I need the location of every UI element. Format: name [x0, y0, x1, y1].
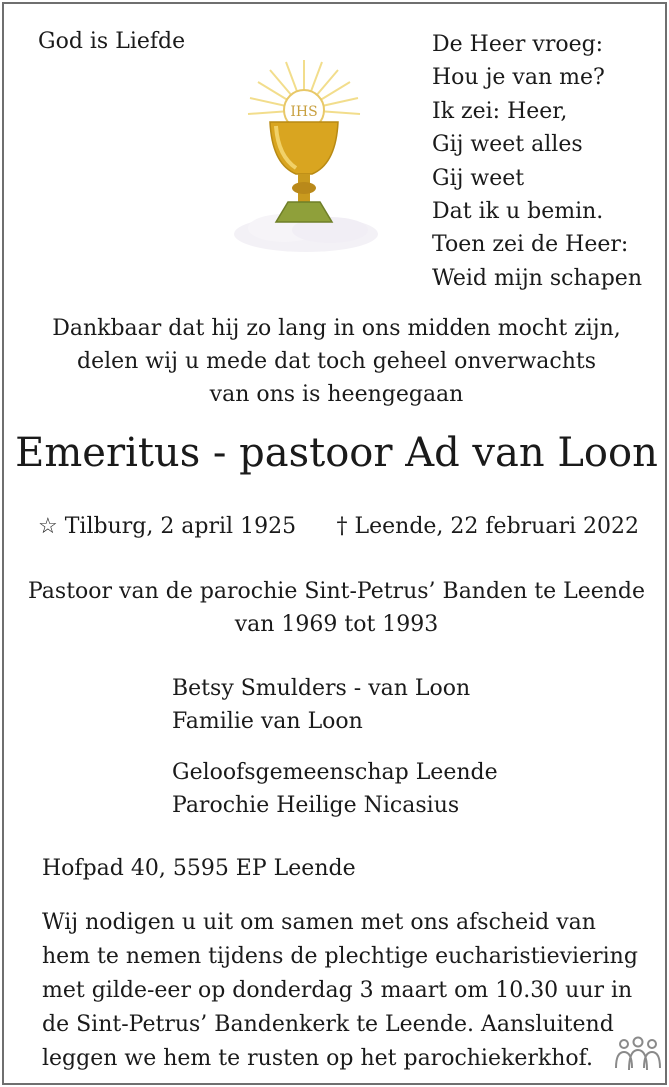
ceremony-line: met gilde-eer op donderdag 3 maart om 10.30 uur in [42, 978, 633, 1003]
function-line: van 1969 tot 1993 [234, 612, 439, 637]
function-line: Pastoor van de parochie Sint-Petrus’ Banden te Leende [27, 579, 646, 604]
verse-line: Gij weet alles [432, 132, 583, 158]
verse-line: Toen zei de Heer: [432, 232, 629, 258]
star-icon: ☆ [38, 514, 58, 539]
people-icon [612, 1034, 664, 1074]
chalice-icon [226, 52, 386, 262]
motto: God is Liefde [38, 29, 186, 54]
verse-line: Gij weet [432, 165, 525, 191]
verse-line: Hou je van me? [432, 65, 605, 91]
relatives-family [172, 672, 470, 738]
relatives-parish [172, 756, 498, 822]
relative-line: Parochie Heilige Nicasius [172, 793, 460, 818]
intro-line: Dankbaar dat hij zo lang in ons midden mocht zijn, [52, 316, 621, 341]
relative-line: Familie van Loon [172, 709, 363, 734]
verse-line: Dat ik u bemin. [432, 199, 604, 225]
intro-line: van ons is heengegaan [209, 382, 464, 407]
verse-line: De Heer vroeg: [432, 32, 604, 57]
bible-verse [432, 28, 642, 295]
pastoral-function [4, 575, 669, 641]
relative-line: Betsy Smulders - van Loon [172, 676, 471, 701]
deceased-name: Emeritus - pastoor Ad van Loon [15, 430, 658, 476]
birth-text: Tilburg, 2 april 1925 [64, 514, 297, 539]
chalice-inscription: IHS [290, 104, 318, 120]
death-info [337, 512, 639, 542]
relative-line: Geloofsgemeenschap Leende [172, 760, 498, 785]
ceremony-invitation [42, 906, 642, 1076]
birth-info [38, 512, 296, 542]
intro-line: delen wij u mede dat toch geheel onverwachts [76, 349, 597, 374]
ceremony-line: Wij nodigen u uit om samen met ons afscheid van [42, 910, 596, 935]
verse-line: Ik zei: Heer, [432, 98, 568, 124]
verse-line: Weid mijn schapen [432, 265, 642, 291]
cross-icon: † [336, 514, 348, 539]
obituary-card [2, 2, 667, 1085]
ceremony-line: hem te nemen tijdens de plechtige eucharistieviering [42, 944, 638, 969]
address: Hofpad 40, 5595 EP Leende [42, 856, 356, 881]
death-text: Leende, 22 februari 2022 [354, 514, 639, 539]
intro-text [4, 312, 669, 411]
ceremony-line: leggen we hem te rusten op het parochiekerkhof. [42, 1046, 593, 1071]
ceremony-line: de Sint-Petrus’ Bandenkerk te Leende. Aansluitend [42, 1012, 614, 1037]
